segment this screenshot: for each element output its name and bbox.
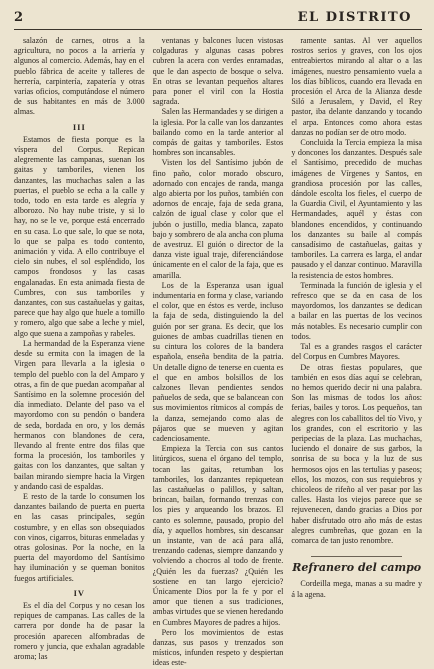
paragraph: Pero los movimientos de estas danzas, sus pasos y trenzados son místicos, infunden respeto y despiertan ideas este-: [152, 627, 284, 668]
paragraph: ramente santas. Al ver aquellos rostros serios y graves, con los ojos entreabiertos mirando al altar o a las imágenes, nuestro pensamiento vuela a los días bíblicos, cuando era llevada en procesión el Arca de la Alianza desde Siló a Jerusalem, y David, el Rey pastor, iba delante danzando y tocando el arpa. Entonces como ahora estas danzas no podían ser de otro modo.: [291, 36, 423, 137]
paragraph: Cordeilla mega, manas a su madre y á la agena.: [291, 579, 423, 599]
paragraph: Terminada la función de iglesia y el refresco que se da en casa de los mayordomos, los danzantes se dedican a bailar en las puertas de los vecinos más notables. Es necesario cumplir con todos.: [291, 280, 423, 341]
article-columns: [14, 36, 423, 668]
page-header: [14, 10, 422, 26]
paragraph: E resto de la tarde lo consumen los danzantes bailando de puerta en puerta en las casas principales, según costumbre, y en ellas son obsequiados con vinos, cigarros, bituras enmeladas y otras golosinas. Por la noche, en la puerta del mayordomo del Santísimo hay iluminación y se queman bonitos fuegos artificiales.: [14, 491, 145, 583]
right-column: [291, 36, 422, 631]
refranero-heading: Refranero del campo: [292, 561, 422, 575]
header-rule: [14, 29, 422, 30]
page-number: 2: [14, 10, 24, 25]
section-heading: IV: [73, 587, 86, 598]
paragraph: Los de la Esperanza usan igual indumentaria en forma y clase, variando el color, que en éstos es verde, incluso la faja de seda, distinguiendo la del guión por ser grana. Es decir, que los guiones de ambas cuadrillas tienen en su cintura los colores de la bandera española, enseña bendita de la patria. Un detalle digno de tenerse en cuenta es el que en ambos bolsillos de los calzones llevan pendientes sendos pañuelos de seda, que se balancean con sus movimientos rítmicos al compás de la danza, semejando como alas de pájaros que se mueven y agitan cadenciosamente.: [152, 280, 284, 443]
paragraph: Empieza la Tercia con sus cantos litúrgicos, suena el órgano del templo, tocan las gaitas, retumban los tamboriles, los danzantes repiquetean las castañuelas o palillos, y saltan, brincan, bailan, formando trenzas con los pies y arqueando los brazos. El canto es solemne, pausado, propio del día, y aquellos hombres, sin descansar un instante, van de acá para allá, trenzando cadenas, siempre danzando y volviendo a chocros al todo de frente. ¿Quién les da fuerzas? ¿Quién les sostiene en tan largo ejercicio? Únicamente Dios por la fe y por el amor que tienen a sus tradiciones, ambas virtudes que se vienen heredando en Cumbres Mayores de padres a hijos.: [152, 444, 284, 627]
journal-title: EL DISTRITO: [297, 10, 412, 25]
left-column: [14, 36, 145, 661]
paragraph: salazón de carnes, otros a la agricultura, no pocos a la arriería y algunos al comercio. Además, hay en el pueblo fábrica de aceite y talleres de herrería, carpintería, zapatería y otras varias oficios, computándose el número de sus habitantes en más de 3.000 almas.: [14, 36, 145, 117]
paragraph: De otras fiestas populares, que también en esos días aquí se celebran, no hemos querido decir ni una palabra. Son las mismas de todos los años: ferias, bailes y toros. Los pequeños, tan alegres con los caballitos del tío Vivo, y los grandes, con el escritorio y las peripecias de la plaza. Las muchachas, luciendo el donaire de sus garbos, la sonrisa de su boca y la luz de sus hermosos ojos en las tertulias y paseos; ellos, los mozos, con sus requiebros y chicoleos de rifeño al ver pasar por las calles. Hasta los viejos parece que se rejuvenecen, dando gracias a Dios por haber disfrutado otro año más de estas alegres cumbreñas, que gozan en la comarca de tan justo renombre.: [291, 362, 423, 545]
section-divider: [311, 556, 402, 557]
paragraph: Es el día del Corpus y no cesan los repiques de campanas. Las calles de la carrera por donde ha de pasar la procesión aparecen alfombradas de romero y juncia, que exhalan agradable aroma; las: [14, 600, 145, 661]
middle-column: [152, 36, 284, 668]
paragraph: ventanas y balcones lucen vistosas colgaduras y algunas casas pobres cubren la acera con verdes enramadas, que le dan aspecto de bosque o selva. En otras se levantan pequeños altares para poner el viril con la Hostia sagrada.: [152, 36, 284, 107]
paragraph: Estamos de fiesta porque es la víspera del Corpus. Repican alegremente las campanas, suenan los gaitas y tamboriles, vienen los danzantes, las muchachas salen a las puertas, el pueblo se echa a la calle y todo, todo en esta tarde es alegría y alborozo. No hay nube triste, y si lo hay, no se le ve, porque está encerrado en su casa. Lo que sale, lo que se nota, lo que se palpa es todo contento, animación y vida. A ello contribuye el cielo sin nubes, el sol espléndido, los campos frondosos y las casas engalanadas. En esta animada fiesta de Cumbres, con sus tamboriles y danzantes, con sus castañuelas y gaitas, parece que hay algo que huele a tomillo y romero, algo que sabe a leche y miel, algo que suena a zampoñas y rabeles.: [14, 134, 145, 338]
paragraph: La hermandad de la Esperanza viene desde su ermita con la imagen de la Virgen para llevarla a la iglesia o templo del pueblo con la del Amparo y otras, a fin de que puedan acompañar al Santísimo en la solemne procesión del día inmediato. Delante del paso va el mayordomo con su pendón o bandera de seda, bordada en oro, y los demás hermanos con blandones de cera, llevando al frente entre dos filas que forma la procesión, los tamboriles y gaitas con los danzantes, que saltan y bailan mirando siempre hacia la Virgen y andando casi de espaldas.: [14, 338, 145, 491]
paragraph: Concluida la Tercia empieza la misa y doncones los danzantes. Después sale el Santísimo, precedido de muchas imágenes de Vírgenes y Santos, en grandiosa procesión por las calles, dándole escolta los fieles, el cuerpo de la Guardia Civil, el Ayuntamiento y las Hermandades, aquél y éstas con blandones encendidos, y continuando los danzantes su baile al compás cansadísimo de castañuelas, gaitas y tamboriles. La carrera es larga, el andar pausado y el danzar continuo. Maravilla la resistencia de estos hombres.: [291, 138, 423, 280]
paragraph: Salen las Hermandades y se dirigen a la iglesia. Por la calle van los danzantes bailando como en la tarde anterior al compás de gaitas y tamboriles. Estos hombres son incansables.: [152, 107, 284, 158]
paragraph: Tal es a grandes rasgos el carácter del Corpus en Cumbres Mayores.: [291, 342, 423, 362]
section-heading: III: [72, 121, 86, 132]
paragraph: Visten los del Santísimo jubón de fino paño, color morado obscuro, adornado con encajes de randa, manga algo abierta por los puños, también con adornos de encaje, faja de seda grana, calzón de igual clase y color que el jubón o justillo, media blanca, zapato bajo y sombrero de ala ancha con pluma de avestruz. El guión o director de la danza viste igual traje, diferenciándose únicamente en el calor de la faja, que es amarilla.: [152, 158, 284, 280]
